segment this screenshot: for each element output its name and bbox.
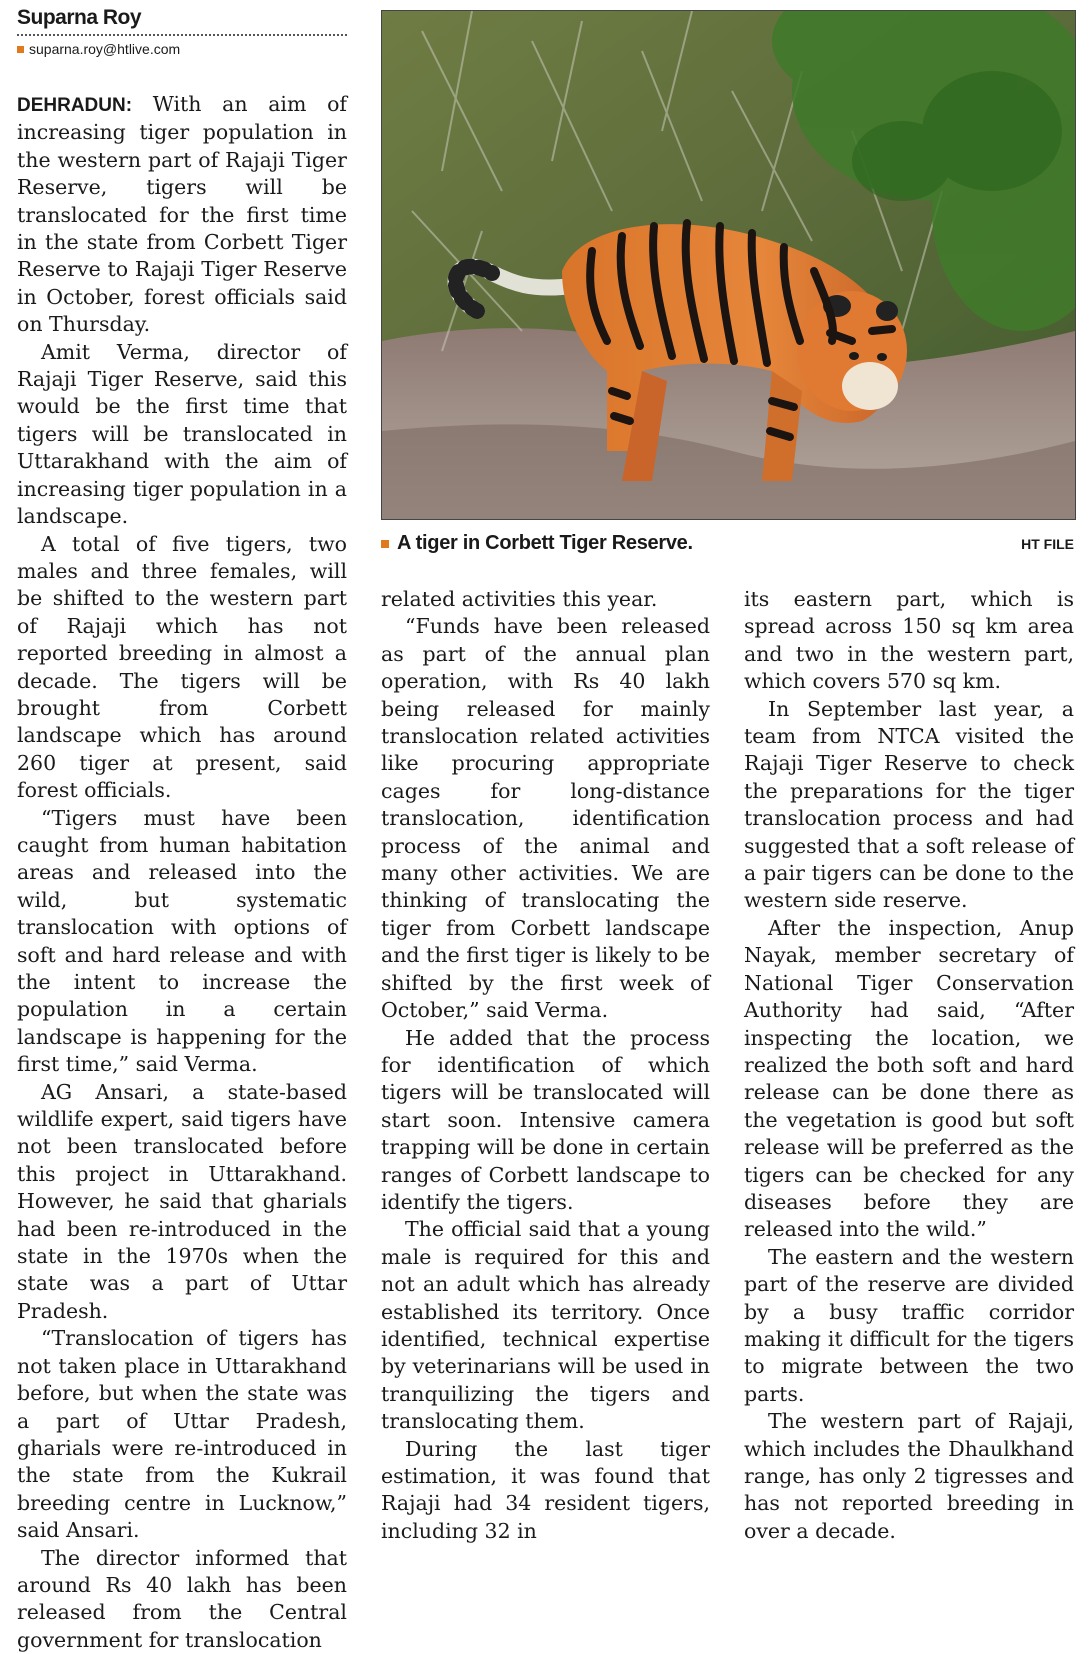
paragraph: He added that the process for identification of which tigers will be translocated will start soon. Intensive camera trapping will be done in certain ranges of Corbett landscape to identify the tigers. [381, 1025, 710, 1214]
caption-text: A tiger in Corbett Tiger Reserve. [397, 532, 693, 554]
article-column-2 [381, 586, 710, 1545]
photo-credit: HT FILE [1021, 535, 1074, 552]
author-name: Suparna Roy [17, 6, 142, 29]
paragraph: During the last tiger estimation, it was found that Rajaji had 34 resident tigers, including 32 in [381, 1436, 710, 1543]
lead-paragraph [17, 91, 347, 339]
byline-divider [17, 34, 347, 36]
paragraph: AG Ansari, a state-based wildlife expert, said tigers have not been translocated before this project in Uttarakhand. However, he said that gharials had been re-introduced in the state in the 1970s when the state was a part of Uttar Pradesh. [17, 1079, 347, 1323]
paragraph: The official said that a young male is required for this and not an adult which has already established its territory. Once identified, technical expertise by veterinarians will be used in tranquilizing the tigers and translocating them. [381, 1217, 710, 1434]
paragraph: “Translocation of tigers has not taken place in Uttarakhand before, but when the state was a part of Uttar Pradesh, gharials were re-introduced in the state from the Kukrail breeding centre in Lucknow,” said Ansari. [17, 1326, 347, 1543]
paragraph-continued: its eastern part, which is spread across 150 sq km area and two in the western part, which covers 570 sq km. [744, 587, 1074, 694]
paragraph: Amit Verma, director of Rajaji Tiger Reserve, said this would be the first time that tigers will be translocated in Uttarakhand with the aim of increasing tiger population in a landscape. [17, 339, 347, 529]
byline [17, 6, 347, 57]
tiger-image [382, 11, 1075, 519]
paragraph: The director informed that around Rs 40 lakh has been released from the Central government for translocation [17, 1545, 347, 1652]
photo-caption [381, 532, 693, 555]
bullet-square-icon [17, 46, 24, 53]
paragraph: After the inspection, Anup Nayak, member secretary of National Tiger Conservation Authority had said, “After inspecting the location, we realized the both soft and hard release can be done there as the vegetation is good but soft release will be preferred as the tigers can be checked for any diseases before they are released into the wild.” [744, 915, 1074, 1242]
paragraph: “Tigers must have been caught from human habitation areas and released into the wild, but systematic translocation with options of soft and hard release and with the intent to increase the population in a certain landscape is happening for the first time,” said Verma. [17, 805, 347, 1077]
article-column-1 [17, 91, 347, 1654]
paragraph: In September last year, a team from NTCA visited the Rajaji Tiger Reserve to check the preparations for the tiger translocation process and had suggested that a soft release of a pair tigers can be done to the western side reserve. [744, 696, 1074, 913]
dateline: DEHRADUN: [17, 95, 133, 116]
photo-caption-bar [381, 532, 1074, 555]
author-email[interactable]: suparna.roy@htlive.com [29, 41, 181, 57]
paragraph-continued: related activities this year. [381, 587, 658, 611]
author-email-row [17, 41, 347, 57]
paragraph: The eastern and the western part of the reserve are divided by a busy traffic corridor making it difficult for the tigers to migrate between the two parts. [744, 1244, 1074, 1406]
paragraph: “Funds have been released as part of the annual plan operation, with Rs 40 lakh being released for mainly translocation related activities like procuring appropriate cages for long-distance translocation, identification process of the animal and many other activities. We are thinking of translocating the tiger from Corbett landscape and the first tiger is likely to be shifted by the first week of October,” said Verma. [381, 614, 710, 1023]
bullet-square-icon [381, 540, 389, 548]
paragraph: The western part of Rajaji, which includes the Dhaulkhand range, has only 2 tigresses and has not reported breeding in over a decade. [744, 1409, 1074, 1543]
tiger-photo [381, 10, 1076, 520]
paragraph-text: With an aim of increasing tiger population in the western part of Rajaji Tiger Reserve, tigers will be translocated for the first time in the state from Corbett Tiger Reserve to Rajaji Tiger Reserve in October, forest officials said on Thursday. [17, 92, 347, 337]
paragraph: A total of five tigers, two males and three females, will be shifted to the western part of Rajaji which has not reported breeding in almost a decade. The tigers will be brought from Corbett landscape which has around 260 tiger at present, said forest officials. [17, 531, 347, 803]
article-column-3 [744, 586, 1074, 1545]
